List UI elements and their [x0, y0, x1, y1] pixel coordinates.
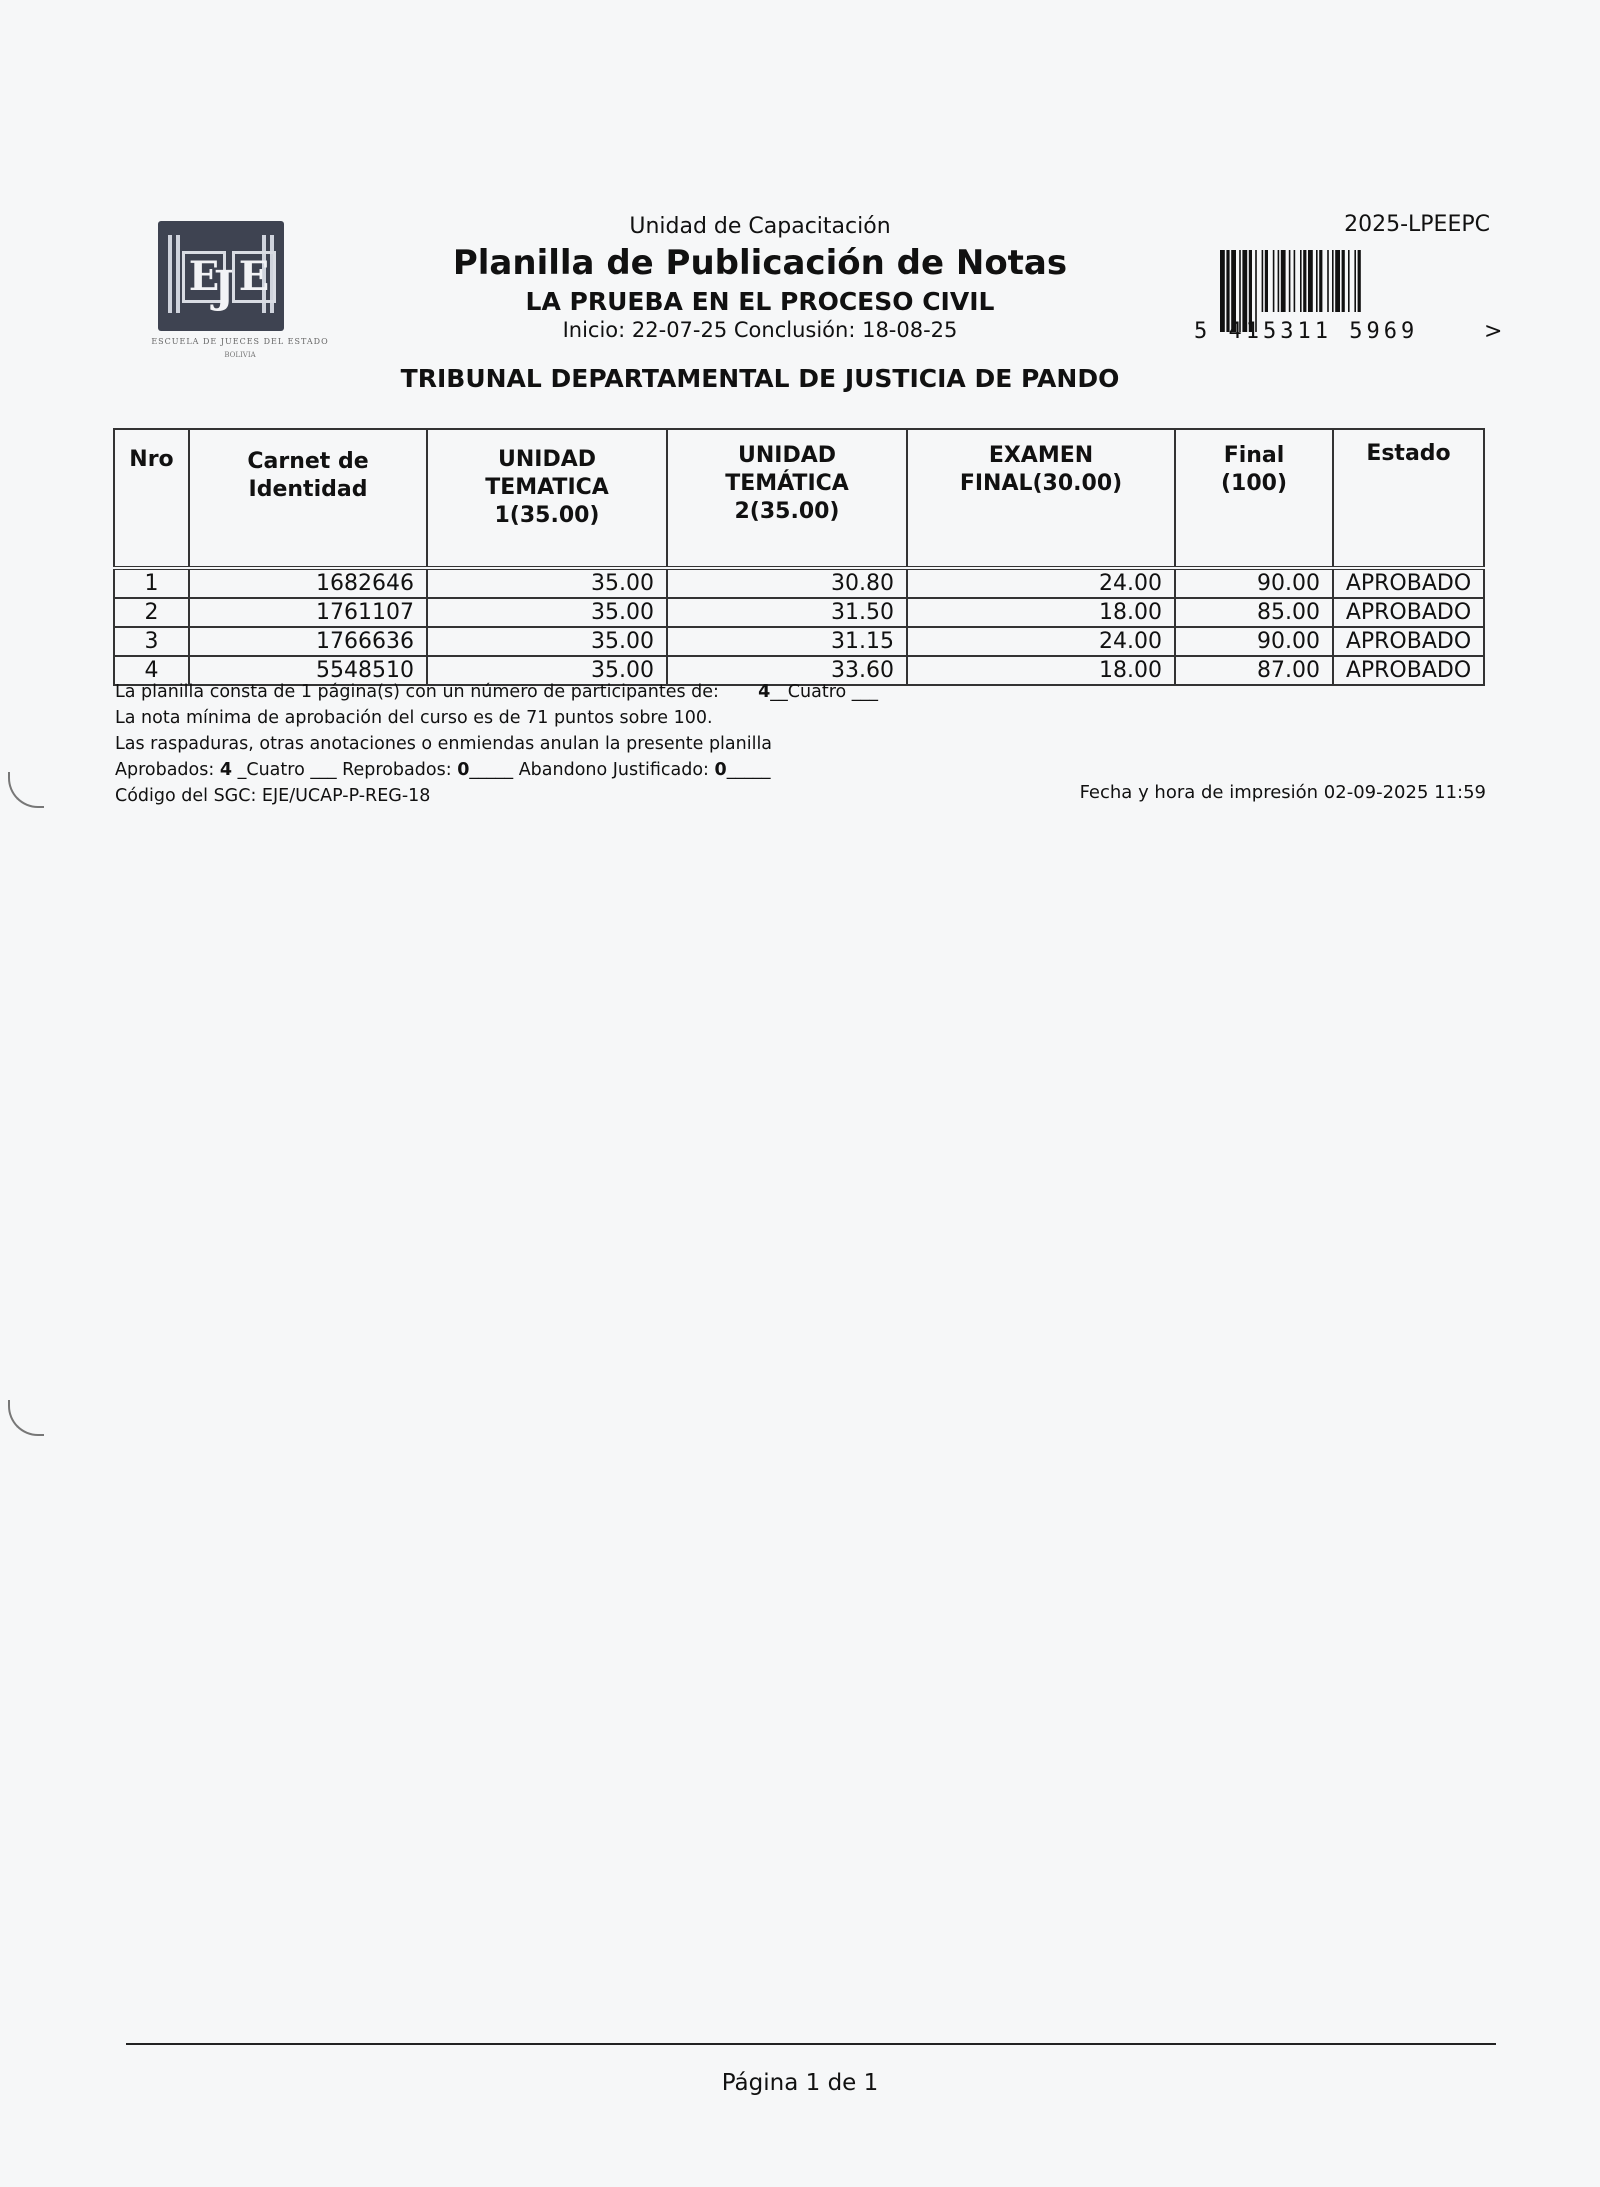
- cell-status: APROBADO: [1333, 627, 1484, 656]
- footer-divider: [126, 2043, 1496, 2045]
- course-name: LA PRUEBA EN EL PROCESO CIVIL: [525, 287, 995, 316]
- cell-final-total: 87.00: [1175, 656, 1333, 685]
- document-code: 2025-LPEEPC: [1344, 212, 1490, 237]
- barcode-end-mark: >: [1484, 319, 1503, 344]
- course-dates: Inicio: 22-07-25 Conclusión: 18-08-25: [562, 318, 958, 342]
- min-grade-note: La nota mínima de aprobación del curso es de 71 puntos sobre 100.: [115, 708, 713, 728]
- print-timestamp: Fecha y hora de impresión 02-09-2025 11:59: [1079, 782, 1486, 803]
- logo-emblem: E J E: [158, 221, 284, 331]
- cell-status: APROBADO: [1333, 656, 1484, 685]
- header-status: Estado: [1333, 429, 1484, 568]
- punch-hole-icon: [8, 772, 44, 808]
- warning-note: Las raspaduras, otras anotaciones o enmiendas anulan la presente planilla: [115, 734, 773, 754]
- sgc-code: Código del SGC: EJE/UCAP-P-REG-18: [115, 786, 431, 806]
- results-summary: Aprobados: 4 _Cuatro ___ Reprobados: 0_____ Abandono Justificado: 0_____: [115, 760, 771, 780]
- table-header-row: [114, 429, 1484, 568]
- cell-unit-1: 35.00: [427, 627, 667, 656]
- cell-final-exam: 18.00: [907, 656, 1175, 685]
- header-final-exam: EXAMEN FINAL(30.00): [907, 429, 1175, 568]
- cell-final-total: 85.00: [1175, 598, 1333, 627]
- abandon-count: 0: [714, 760, 727, 780]
- cell-carnet: 5548510: [189, 656, 427, 685]
- header-final-total: Final (100): [1175, 429, 1333, 568]
- tribunal-name: TRIBUNAL DEPARTAMENTAL DE JUSTICIA DE PANDO: [400, 364, 1120, 393]
- table-row: [114, 656, 1484, 685]
- cell-unit-2: 31.50: [667, 598, 907, 627]
- cell-final-exam: 24.00: [907, 627, 1175, 656]
- cell-carnet: 1766636: [189, 627, 427, 656]
- cell-nro: 1: [114, 568, 189, 598]
- cell-final-total: 90.00: [1175, 568, 1333, 598]
- cell-nro: 4: [114, 656, 189, 685]
- table-row: [114, 627, 1484, 656]
- cell-unit-1: 35.00: [427, 568, 667, 598]
- cell-unit-1: 35.00: [427, 598, 667, 627]
- institution-logo: [150, 215, 330, 365]
- cell-final-exam: 24.00: [907, 568, 1175, 598]
- cell-nro: 2: [114, 598, 189, 627]
- cell-carnet: 1682646: [189, 568, 427, 598]
- table-row: [114, 568, 1484, 598]
- approved-count: 4: [219, 760, 233, 780]
- cell-unit-2: 31.15: [667, 627, 907, 656]
- cell-status: APROBADO: [1333, 568, 1484, 598]
- header-carnet: Carnet de Identidad: [189, 429, 427, 568]
- cell-unit-2: 33.60: [667, 656, 907, 685]
- header-nro: Nro: [114, 429, 189, 568]
- cell-nro: 3: [114, 627, 189, 656]
- page-number: Página 1 de 1: [721, 2070, 879, 2096]
- cell-status: APROBADO: [1333, 598, 1484, 627]
- participants-count: 4: [758, 682, 771, 702]
- participants-note: La planilla consta de 1 página(s) con un número de participantes de: 4__Cuatro ___: [115, 682, 879, 702]
- cell-final-total: 90.00: [1175, 627, 1333, 656]
- unit-name: Unidad de Capacitación: [629, 214, 891, 239]
- table-row: [114, 598, 1484, 627]
- logo-subtitle: BOLIVIA: [224, 351, 256, 359]
- header-unit-2: UNIDAD TEMÁTICA 2(35.00): [667, 429, 907, 568]
- logo-motto: ESCUELA DE JUECES DEL ESTADO: [151, 337, 329, 346]
- failed-count: 0: [457, 760, 470, 780]
- document-title: Planilla de Publicación de Notas: [452, 243, 1068, 283]
- header-unit-1: UNIDAD TEMATICA 1(35.00): [427, 429, 667, 568]
- barcode-number: 5 415311 5969: [1194, 319, 1419, 344]
- cell-unit-1: 35.00: [427, 656, 667, 685]
- grades-table: [113, 428, 1485, 686]
- cell-carnet: 1761107: [189, 598, 427, 627]
- cell-final-exam: 18.00: [907, 598, 1175, 627]
- cell-unit-2: 30.80: [667, 568, 907, 598]
- punch-hole-icon: [8, 1400, 44, 1436]
